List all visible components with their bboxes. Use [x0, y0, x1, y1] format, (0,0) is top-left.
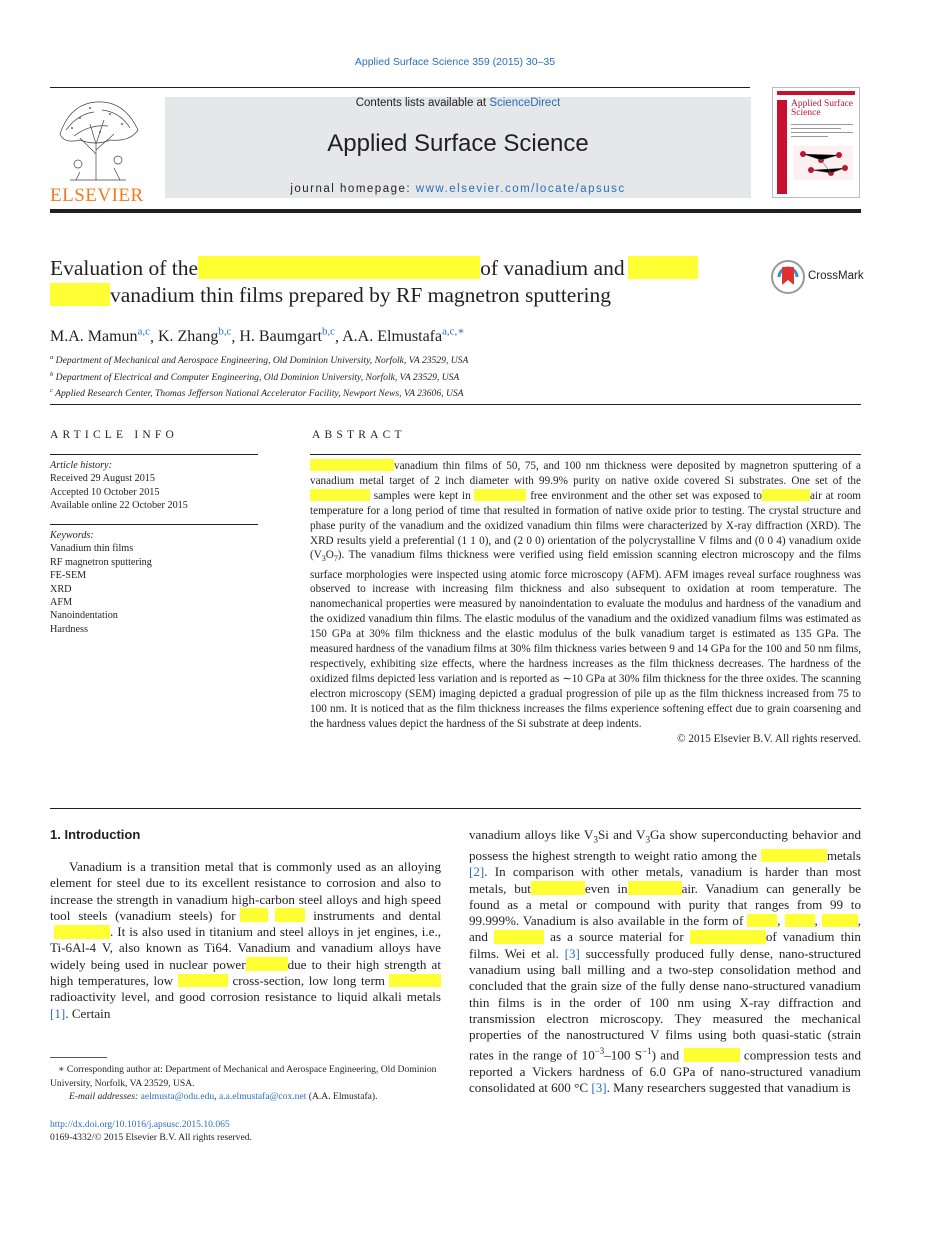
crossmark-label: CrossMark	[808, 270, 864, 282]
title-line-1: Evaluation of the of vanadium and	[50, 255, 750, 282]
article-info-heading: ARTICLE INFO	[50, 429, 178, 441]
redacted-text	[310, 459, 394, 471]
affiliation: $^a$ Department of Mechanical and Aerospace Engineering, Old Dominion University, Norfolk, VA 23529, USA	[50, 354, 469, 367]
keywords-rule	[50, 524, 258, 525]
homepage-link[interactable]: www.elsevier.com/locate/apsusc	[415, 183, 626, 195]
sciencedirect-link[interactable]: ScienceDirect	[489, 97, 561, 109]
elsevier-tree-icon	[50, 94, 146, 182]
email-note: E-mail addresses: aelmusta@odu.edu, a.a.elmustafa@cox.net (A.A. Elmustafa).	[69, 1091, 378, 1102]
author: M.A. Mamun$^{a,c}$	[50, 326, 150, 346]
keyword: Vanadium thin films	[50, 543, 134, 555]
redacted-text	[684, 1048, 740, 1062]
redacted-text	[178, 974, 228, 988]
redacted-text	[628, 256, 698, 279]
cover-red-bar	[777, 91, 855, 95]
redacted-text	[240, 908, 268, 922]
keyword: AFM	[50, 597, 73, 609]
introduction-text-right	[469, 827, 861, 1097]
keywords-label: Keywords:	[50, 530, 94, 541]
email-link[interactable]: a.a.elmustafa@cox.net	[218, 1091, 307, 1102]
cover-title: Applied Surface Science	[791, 99, 853, 118]
received-date: Received 29 August 2015	[50, 473, 155, 485]
article-info-rule	[50, 454, 258, 455]
keyword: Nanoindentation	[50, 610, 118, 622]
keyword: FE-SEM	[50, 570, 87, 582]
history-label: Article history:	[50, 460, 112, 471]
abstract-copyright: © 2015 Elsevier B.V. All rights reserved.	[677, 732, 861, 745]
affiliation: $^b$ Department of Electrical and Computer Engineering, Old Dominion University, Norfolk, VA 23529, USA	[50, 370, 460, 383]
redacted-text	[762, 489, 810, 501]
keyword: Hardness	[50, 623, 88, 635]
redacted-text	[531, 881, 585, 895]
author-list: M.A. Mamun$^{a,c}$, K. Zhang$^{b,c}$, H. Baumgart$^{b,c}$, A.A. Elmustafa$^{a,c,∗}$	[50, 326, 465, 346]
cover-graphic	[793, 146, 853, 180]
affiliations	[50, 351, 850, 401]
abstract-heading: ABSTRACT	[312, 429, 406, 441]
header-bottom-rule	[50, 209, 861, 213]
redacted-text	[690, 930, 766, 944]
redacted-text	[785, 914, 815, 928]
cover-red-sidebar	[777, 100, 787, 194]
redacted-text	[747, 914, 777, 928]
redacted-text	[198, 256, 480, 279]
author: H. Baumgart$^{b,c}$	[239, 326, 335, 346]
redacted-text	[822, 914, 858, 928]
introduction-paragraph: Vanadium is a transition metal that is commonly used as an alloying element for steel due to its excellent resistance to corrosion and also to increase the strength in vanadium high-carbon steel alloys and high speed tool steels (vanadium steels) for instruments and dental. It is also used in titanium and steel alloys in jet engines, i.e., Ti-6Al-4 V, also known as Ti64. Vanadium and vanadium alloys have widely being used in nuclear power due to their high strength at high temperatures, low cross-section, low long term radioactivity level, and good corrosion resistance to liquid alkali metals [1]. Certain	[50, 859, 441, 1021]
keyword: XRD	[50, 583, 72, 595]
redacted-text	[389, 974, 441, 988]
doi-link[interactable]: http://dx.doi.org/10.1016/j.apsusc.2015.10.065	[50, 1119, 230, 1130]
corresponding-author-note: ∗ Corresponding author at: Department of Mechanical and Aerospace Engineering, Old Dominion University, Norfolk, VA 23529, USA.	[50, 1064, 437, 1089]
redacted-text	[310, 489, 370, 501]
redacted-text	[246, 957, 288, 971]
footnote-rule	[50, 1057, 107, 1058]
affiliation-rule	[50, 404, 861, 405]
redacted-text	[494, 930, 544, 944]
author: A.A. Elmustafa$^{a,c,∗}$	[342, 326, 465, 346]
online-date: Available online 22 October 2015	[50, 500, 188, 512]
redacted-text	[474, 489, 526, 501]
issn-line: 0169-4332/© 2015 Elsevier B.V. All rights reserved.	[50, 1132, 252, 1143]
introduction-heading: 1. Introduction	[50, 827, 141, 842]
article-title	[50, 255, 750, 309]
redacted-text	[275, 908, 305, 922]
elsevier-logo	[50, 94, 146, 206]
redacted-text	[54, 925, 110, 939]
article-history	[50, 459, 260, 513]
redacted-text	[50, 283, 110, 306]
abstract-rule	[310, 454, 861, 455]
abstract-paragraph: vanadium thin films of 50, 75, and 100 nm thickness were deposited by magnetron sputtering of a vanadium metal target of 2 inch diameter with 99.9% purity on native oxide covered Si substrates. One set of the samples were kept in free environment and the other set was exposed to air at room temperature for a long period of time that resulted in formation of native oxide prior to testing. The crystal structure and phase purity of the vanadium and the oxidized vanadium thin films were characterized by X-ray diffraction (XRD). The XRD results yield a preferential (1 1 0), and (2 0 0) orientation of the polycrystalline V films and (0 0 4) vanadium oxide $(V_3O_7)$. The vanadium films thickness were verified using field emission scanning electron microscopy and the films surface morphologies were inspected using atomic force microscopy (AFM). AFM images reveal surface roughness was observed to increase with increasing film thickness and also subsequent to oxidation at room temperature. The nanomechanical properties were measured by nanoindentation to evaluate the modulus and hardness of the vanadium and the oxidized vanadium thin films. The elastic modulus of the vanadium and the oxidized vanadium films was estimated as 150 GPa at 30% film thickness and the elastic modulus of the bulk vanadium target is estimated as 135 GPa. The measured hardness of the vanadium films at 30% film thickness varies between 9 and 14 GPa for the 100 and 50 nm films, respectively, exhibiting size effects, where the hardness increases as the film thickness decreases. The hardness of the oxidized films depicted less variation and is reported as ∼10 GPa at 30% film thickness for the three oxides. The scanning electron microscopy (SEM) imaging depicted a gradual progression of pile up as the film thickness increased from 75 to 100 nm. It is noticed that as the film thickness increases the films experience softening effect due to grain coarsening and the hardness values depict the hardness of the Si substrate at deep indents.	[310, 460, 861, 730]
journal-cover	[772, 87, 860, 198]
introduction-text-left	[50, 859, 441, 1022]
abstract-body	[310, 459, 861, 746]
journal-header-box	[165, 97, 751, 198]
redacted-text	[761, 849, 827, 863]
contents-line: Contents lists available at ScienceDirect	[355, 97, 561, 109]
header-top-rule	[50, 87, 750, 88]
cover-text-lines	[791, 124, 853, 137]
title-line-2: vanadium thin films prepared by RF magnetron sputtering	[50, 282, 750, 309]
journal-reference[interactable]: Applied Surface Science 359 (2015) 30–35	[354, 56, 556, 68]
homepage-line: journal homepage: www.elsevier.com/locate/apsusc	[290, 183, 626, 195]
footnote	[50, 1063, 441, 1104]
affiliation: $^c$ Applied Research Center, Thomas Jefferson National Accelerator Facility, Newport News, VA 23606, USA	[50, 387, 464, 400]
accepted-date: Accepted 10 October 2015	[50, 486, 160, 498]
redacted-text	[628, 881, 682, 895]
crossmark-icon	[770, 259, 806, 295]
keyword: RF magnetron sputtering	[50, 556, 152, 568]
abstract-bottom-rule	[50, 808, 861, 809]
elsevier-wordmark: ELSEVIER	[50, 185, 144, 206]
keywords	[50, 529, 260, 636]
author: K. Zhang$^{b,c}$	[157, 326, 232, 346]
crossmark-button[interactable]	[770, 259, 865, 295]
introduction-paragraph: vanadium alloys like $V_3Si$ and $V_3Ga$ show superconducting behavior and possess the highest strength to weight ratio among the metals [2]. In comparison with other metals, vanadium is harder than most metals, but even in air. Vanadium can generally be found as a metal or compound with purity that ranges from 99 to 99.999%. Vanadium is also available in the form of , , , and as a source material for of vanadium thin films. Wei et al. [3] successfully produced fully dense, nano-structured vanadium using ball milling and a two-step consolidation method and concluded that the grain size of the fully dense nano-structured vanadium thin films is in the order of 100 nm using X-ray diffraction and transmission electron microscopy. They measured the mechanical properties of the nanostructured V films using both quasi-static (strain rates in the range of $10^{-3}-100$ $S^{-1}$) and compression tests and reported a Vickers hardness of 6.0 GPa of nano-structured vanadium consolidated at 600 °C [3]. Many researchers suggested that vanadium is	[469, 827, 862, 1096]
email-link[interactable]: aelmusta@odu.edu	[140, 1091, 215, 1102]
journal-title: Applied Surface Science	[327, 130, 589, 157]
